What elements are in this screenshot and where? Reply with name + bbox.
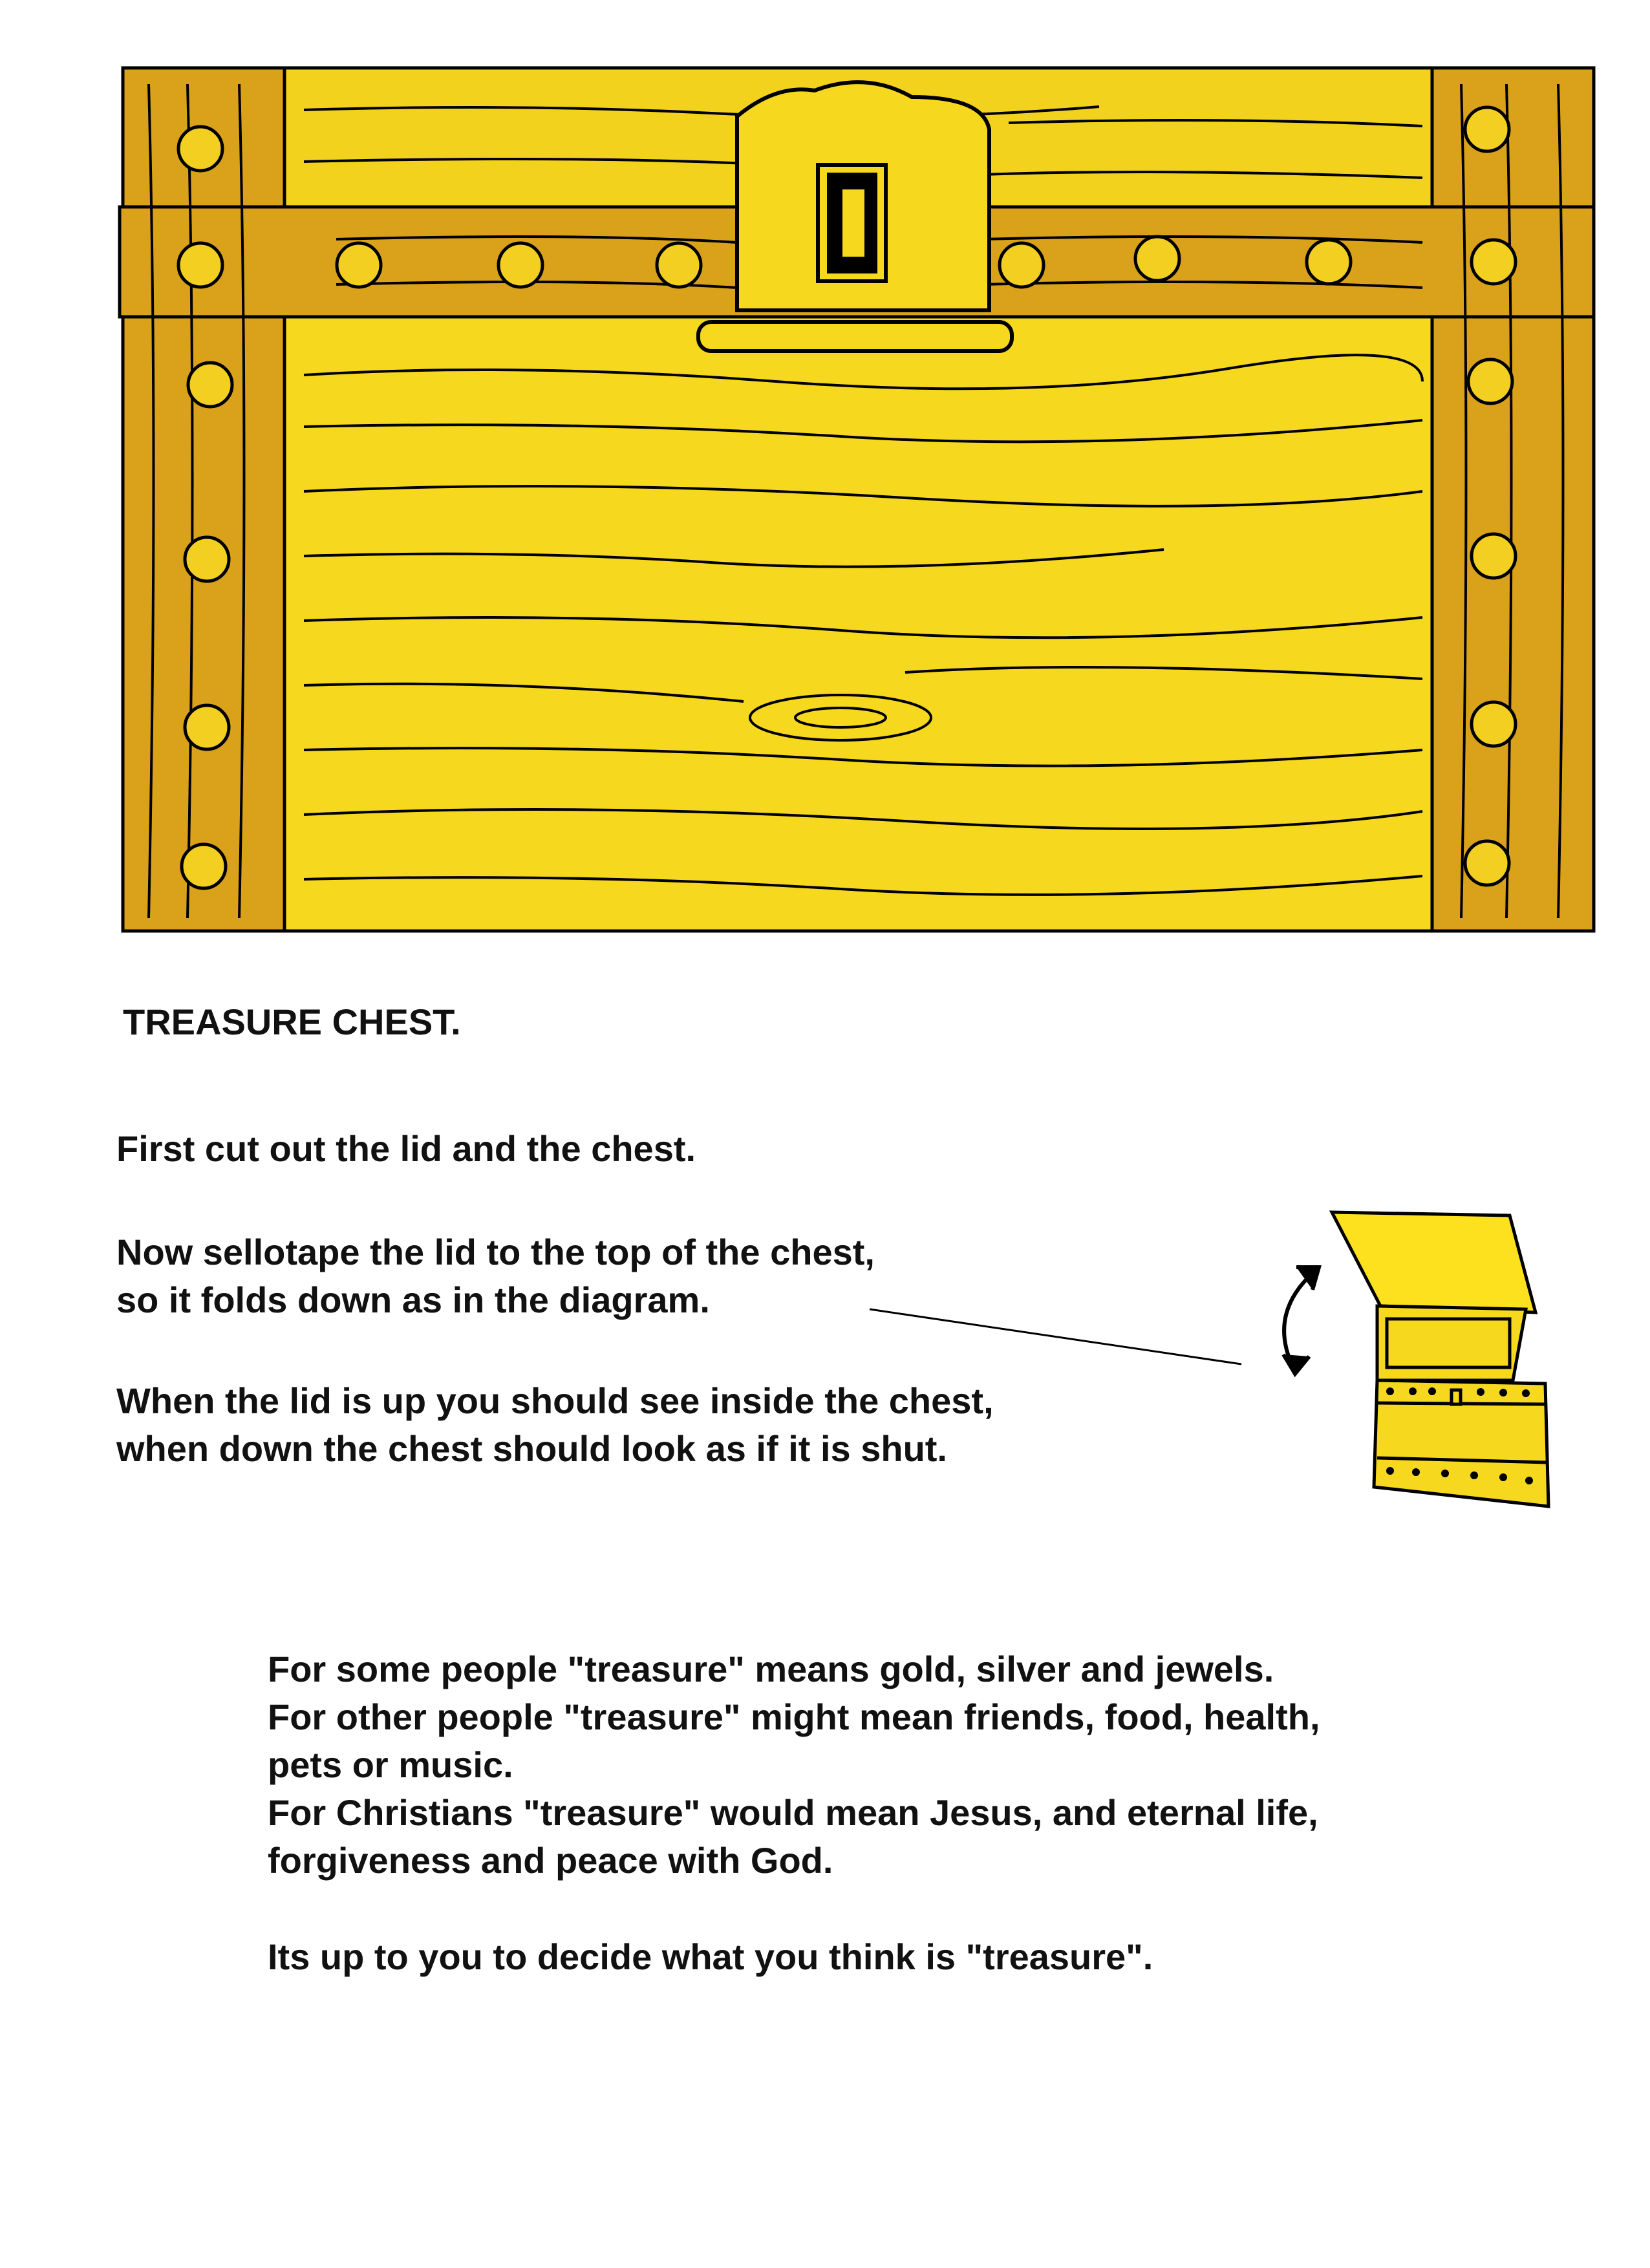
message-line-5: forgiveness and peace with God. [268, 1840, 833, 1881]
mini-chest-icon [1332, 1212, 1548, 1506]
message-line-1: For some people "treasure" means gold, silver and jewels. [268, 1649, 1274, 1689]
instruction-step-3-line-2: when down the chest should look as if it is shut. [116, 1428, 947, 1469]
instruction-step-2-line-1: Now sellotape the lid to the top of the chest, [116, 1232, 875, 1272]
message-line-2: For other people "treasure" might mean friends, food, health, [268, 1696, 1320, 1737]
treasure-message [268, 1645, 1320, 1885]
message-line-4: For Christians "treasure" would mean Jesus, and eternal life, [268, 1792, 1318, 1833]
closing-message [268, 1933, 1153, 1981]
message-line-3: pets or music. [268, 1744, 513, 1785]
diagram-pointer-line [870, 1309, 1241, 1364]
page-title: TREASURE CHEST. [123, 1001, 461, 1042]
curved-double-arrow-icon [1283, 1267, 1319, 1374]
instruction-step-2-line-2: so it folds down as in the diagram. [116, 1279, 710, 1320]
message-line-6: Its up to you to decide what you think is "treasure". [268, 1936, 1153, 1977]
instruction-step-1-text: First cut out the lid and the chest. [116, 1128, 696, 1169]
instruction-step-3-line-1: When the lid is up you should see inside the chest, [116, 1380, 994, 1421]
